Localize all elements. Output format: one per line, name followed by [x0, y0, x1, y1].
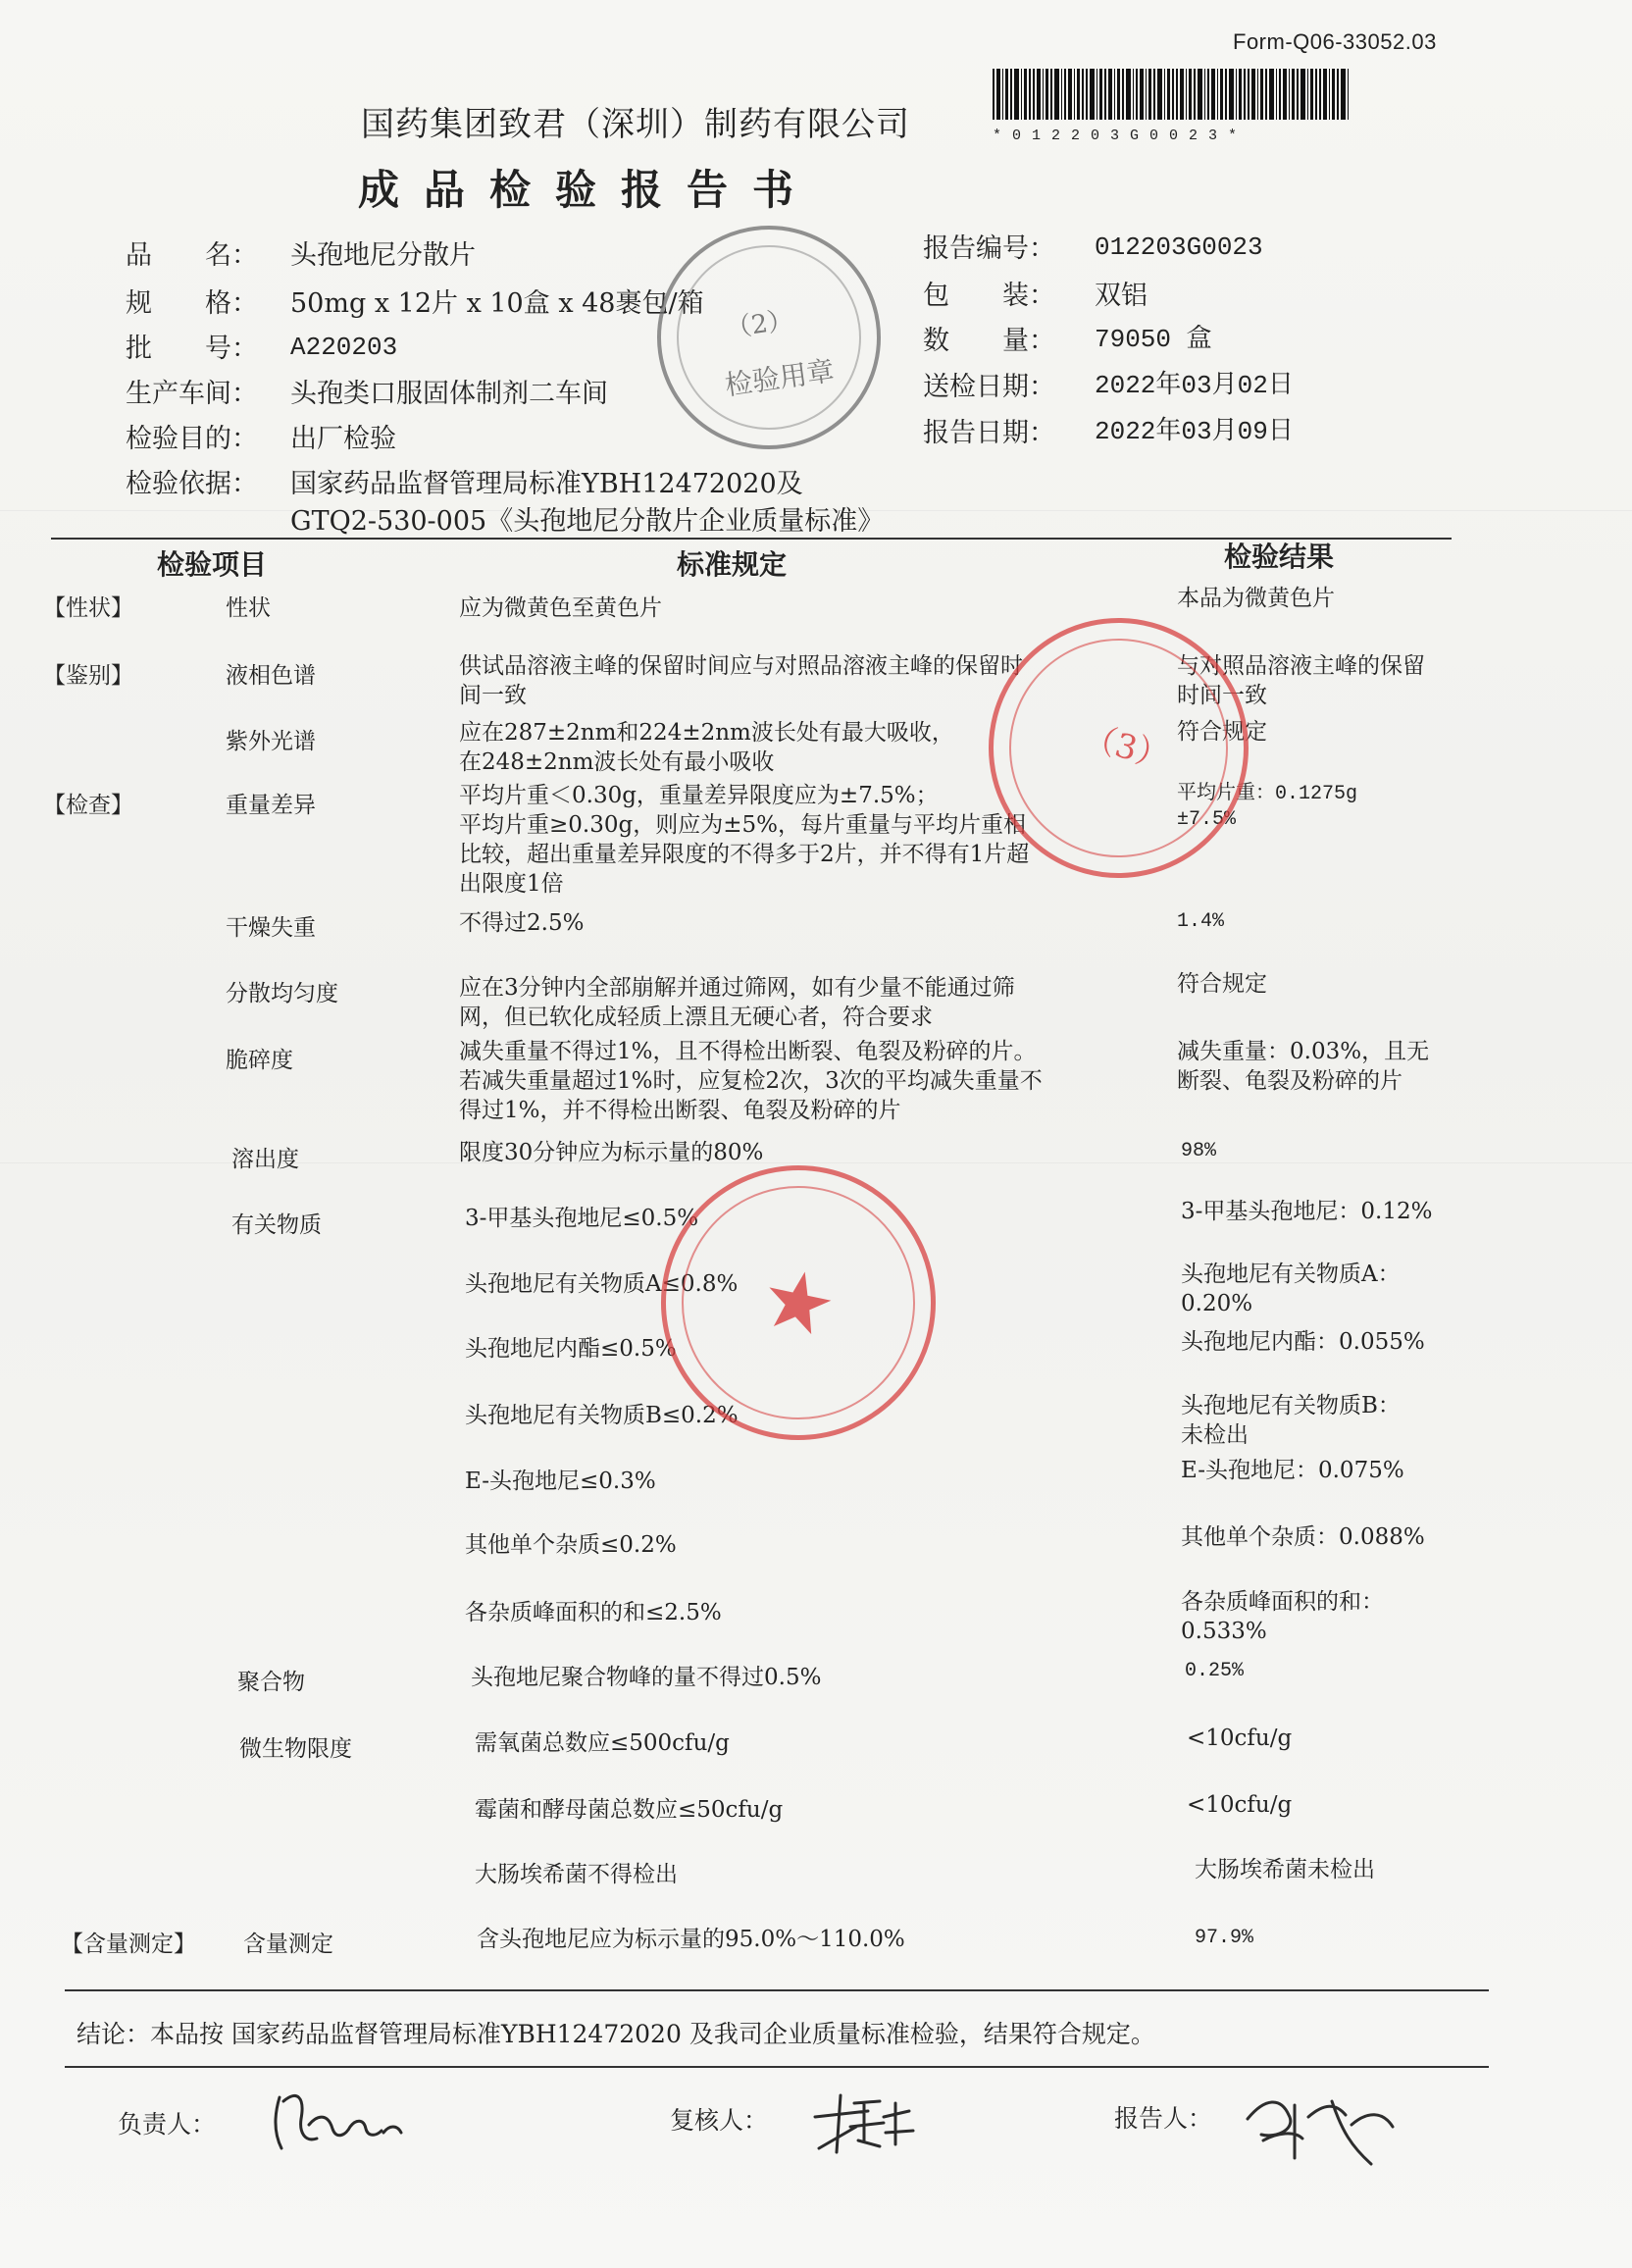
standard-text: 限度30分钟应为标示量的80%: [459, 1140, 764, 1165]
result-text: 本品为微黄色片: [1177, 586, 1335, 611]
stamp-gray-center-text: （2）: [724, 305, 795, 344]
item-label: 聚合物: [237, 1670, 305, 1695]
standard-text: 含头孢地尼应为标示量的95.0%～110.0%: [477, 1927, 905, 1952]
header-label: 报告编号：: [923, 233, 1055, 264]
header-value: 79050 盒: [1095, 325, 1212, 354]
header-value: 双铝: [1095, 281, 1148, 311]
result-text: E-头孢地尼：0.075%: [1181, 1458, 1404, 1483]
result-text: 各杂质峰面积的和： 0.533%: [1181, 1589, 1384, 1644]
item-label: 干燥失重: [226, 915, 316, 941]
standard-text: 应在3分钟内全部崩解并通过筛网，如有少量不能通过筛 网，但已软化成轻质上漂且无硬心者，符合要求: [459, 975, 1015, 1030]
stamp-gray-bottom-text: 检验用章: [723, 354, 837, 402]
header-label: 品 名：: [126, 240, 258, 271]
standard-text: 头孢地尼有关物质B≤0.2%: [465, 1403, 739, 1428]
header-value: 2022年03月09日: [1095, 417, 1294, 446]
standard-text: 减失重量不得过1%，且不得检出断裂、龟裂及粉碎的片。 若减失重量超过1%时，应复检2次，3次的平均减失重量不 得过1%，并不得检出断裂、龟裂及粉碎的片: [459, 1039, 1043, 1123]
item-label: 微生物限度: [239, 1736, 352, 1762]
standard-text: 头孢地尼聚合物峰的量不得过0.5%: [471, 1665, 822, 1690]
result-text: 97.9%: [1195, 1927, 1254, 1949]
company-name: 国药集团致君（深圳）制药有限公司: [361, 105, 910, 144]
result-text: 3-甲基头孢地尼：0.12%: [1181, 1199, 1433, 1224]
item-label: 液相色谱: [226, 663, 316, 689]
standard-text: 各杂质峰面积的和≤2.5%: [465, 1600, 722, 1625]
signature-reviewer-handwriting: [807, 2088, 925, 2166]
result-text: 减失重量：0.03%，且无 断裂、龟裂及粉碎的片: [1177, 1039, 1430, 1094]
section-label: 【含量测定】: [61, 1932, 196, 1957]
result-text: 头孢地尼内酯：0.055%: [1181, 1329, 1425, 1355]
header-value: 头孢类口服固体制剂二车间: [290, 379, 608, 409]
table-divider-bottom: [65, 1989, 1489, 1991]
signature-responsible-handwriting: [260, 2078, 436, 2166]
inspection-stamp-gray: [642, 211, 895, 464]
section-label: 【性状】: [43, 595, 133, 621]
result-text: 其他单个杂质：0.088%: [1181, 1524, 1425, 1550]
stamp-red-mid-center-text: （3）: [1078, 717, 1174, 778]
result-text: <10cfu/g: [1187, 1792, 1293, 1818]
result-text: 1.4%: [1177, 910, 1225, 933]
header-value: A220203: [290, 333, 398, 362]
signature-reporter-handwriting: [1238, 2086, 1404, 2184]
result-text: <10cfu/g: [1187, 1726, 1293, 1751]
item-label: 紫外光谱: [226, 729, 316, 754]
form-code: Form-Q06-33052.03: [1233, 29, 1437, 54]
signature-label-responsible: 负责人：: [118, 2110, 217, 2139]
result-text: 98%: [1181, 1140, 1217, 1162]
header-value: 国家药品监督管理局标准YBH12472020及: [290, 469, 803, 499]
standard-text: 头孢地尼内酯≤0.5%: [465, 1336, 677, 1362]
item-label: 含量测定: [243, 1932, 333, 1957]
item-label: 性状: [226, 595, 271, 621]
header-label: 生产车间：: [126, 379, 258, 409]
standard-text: 霉菌和酵母菌总数应≤50cfu/g: [475, 1797, 784, 1823]
standard-text: 大肠埃希菌不得检出: [475, 1862, 678, 1887]
header-label: 报告日期：: [923, 418, 1055, 448]
signature-label-reviewer: 复核人：: [670, 2106, 769, 2135]
header-label: 检验目的：: [126, 424, 258, 454]
section-label: 【鉴别】: [43, 663, 133, 689]
column-header-standard: 标准规定: [677, 548, 788, 581]
item-label: 重量差异: [226, 793, 316, 818]
item-label: 分散均匀度: [226, 981, 338, 1006]
header-value: 2022年03月02日: [1095, 371, 1294, 400]
header-value: 012203G0023: [1095, 232, 1263, 262]
conclusion-divider: [65, 2066, 1489, 2068]
stamp-inner-ring: [665, 233, 873, 441]
barcode-text: *012203G0023*: [993, 128, 1249, 144]
conclusion-text: 结论：本品按 国家药品监督管理局标准YBH12472020 及我司企业质量标准检验，结果符合规定。: [76, 2020, 1155, 2048]
standard-text: E-头孢地尼≤0.3%: [465, 1469, 656, 1494]
section-label: 【检查】: [43, 793, 133, 818]
column-header-result: 检验结果: [1224, 541, 1335, 573]
header-value: 50mg x 12片 x 10盒 x 48裹包/箱: [290, 288, 704, 319]
result-text: 与对照品溶液主峰的保留 时间一致: [1177, 653, 1425, 708]
standard-text: 平均片重＜0.30g，重量差异限度应为±7.5%； 平均片重≥0.30g，则应为±5%，每片重量与平均片重相 比较，超出重量差异限度的不得多于2片，并不得有1片超 出限度1倍: [459, 783, 1030, 897]
barcode: [993, 69, 1475, 126]
standard-text: 应在287±2nm和224±2nm波长处有最大吸收， 在248±2nm波长处有最小吸收: [459, 720, 954, 775]
header-label: 包 装：: [923, 281, 1055, 311]
standard-text: 头孢地尼有关物质A≤0.8%: [465, 1271, 739, 1297]
header-value: GTQ2-530-005《头孢地尼分散片企业质量标准》: [290, 506, 885, 537]
result-text: 头孢地尼有关物质B： 未检出: [1181, 1393, 1401, 1448]
signature-label-reporter: 报告人：: [1114, 2104, 1213, 2133]
report-title: 成品检验报告书: [358, 166, 819, 214]
header-label: 批 号：: [126, 334, 258, 364]
item-label: 溶出度: [231, 1147, 299, 1172]
result-text: 大肠埃希菌未检出: [1195, 1857, 1375, 1882]
result-text: 平均片重：0.1275g ±7.5%: [1177, 783, 1358, 831]
header-value: 头孢地尼分散片: [290, 240, 476, 271]
standard-text: 3-甲基头孢地尼≤0.5%: [465, 1206, 699, 1231]
header-value: 出厂检验: [290, 424, 396, 454]
column-header-item: 检验项目: [157, 548, 268, 581]
header-label: 检验依据：: [126, 469, 258, 499]
header-label: 送检日期：: [923, 372, 1055, 402]
result-text: 符合规定: [1177, 971, 1267, 997]
standard-text: 需氧菌总数应≤500cfu/g: [475, 1730, 730, 1756]
item-label: 有关物质: [231, 1212, 322, 1238]
result-text: 头孢地尼有关物质A： 0.20%: [1181, 1262, 1401, 1316]
item-label: 脆碎度: [226, 1048, 293, 1073]
standard-text: 应为微黄色至黄色片: [459, 595, 662, 621]
result-text: 0.25%: [1185, 1660, 1245, 1682]
header-divider: [51, 538, 1452, 540]
standard-text: 供试品溶液主峰的保留时间应与对照品溶液主峰的保留时 间一致: [459, 653, 1023, 708]
result-text: 符合规定: [1177, 719, 1267, 745]
standard-text: 其他单个杂质≤0.2%: [465, 1532, 677, 1558]
red-star-icon: [757, 1262, 839, 1343]
header-label: 数 量：: [923, 326, 1055, 356]
stamp-inner-ring: [660, 1164, 937, 1441]
standard-text: 不得过2.5%: [459, 910, 585, 936]
header-label: 规 格：: [126, 288, 258, 319]
